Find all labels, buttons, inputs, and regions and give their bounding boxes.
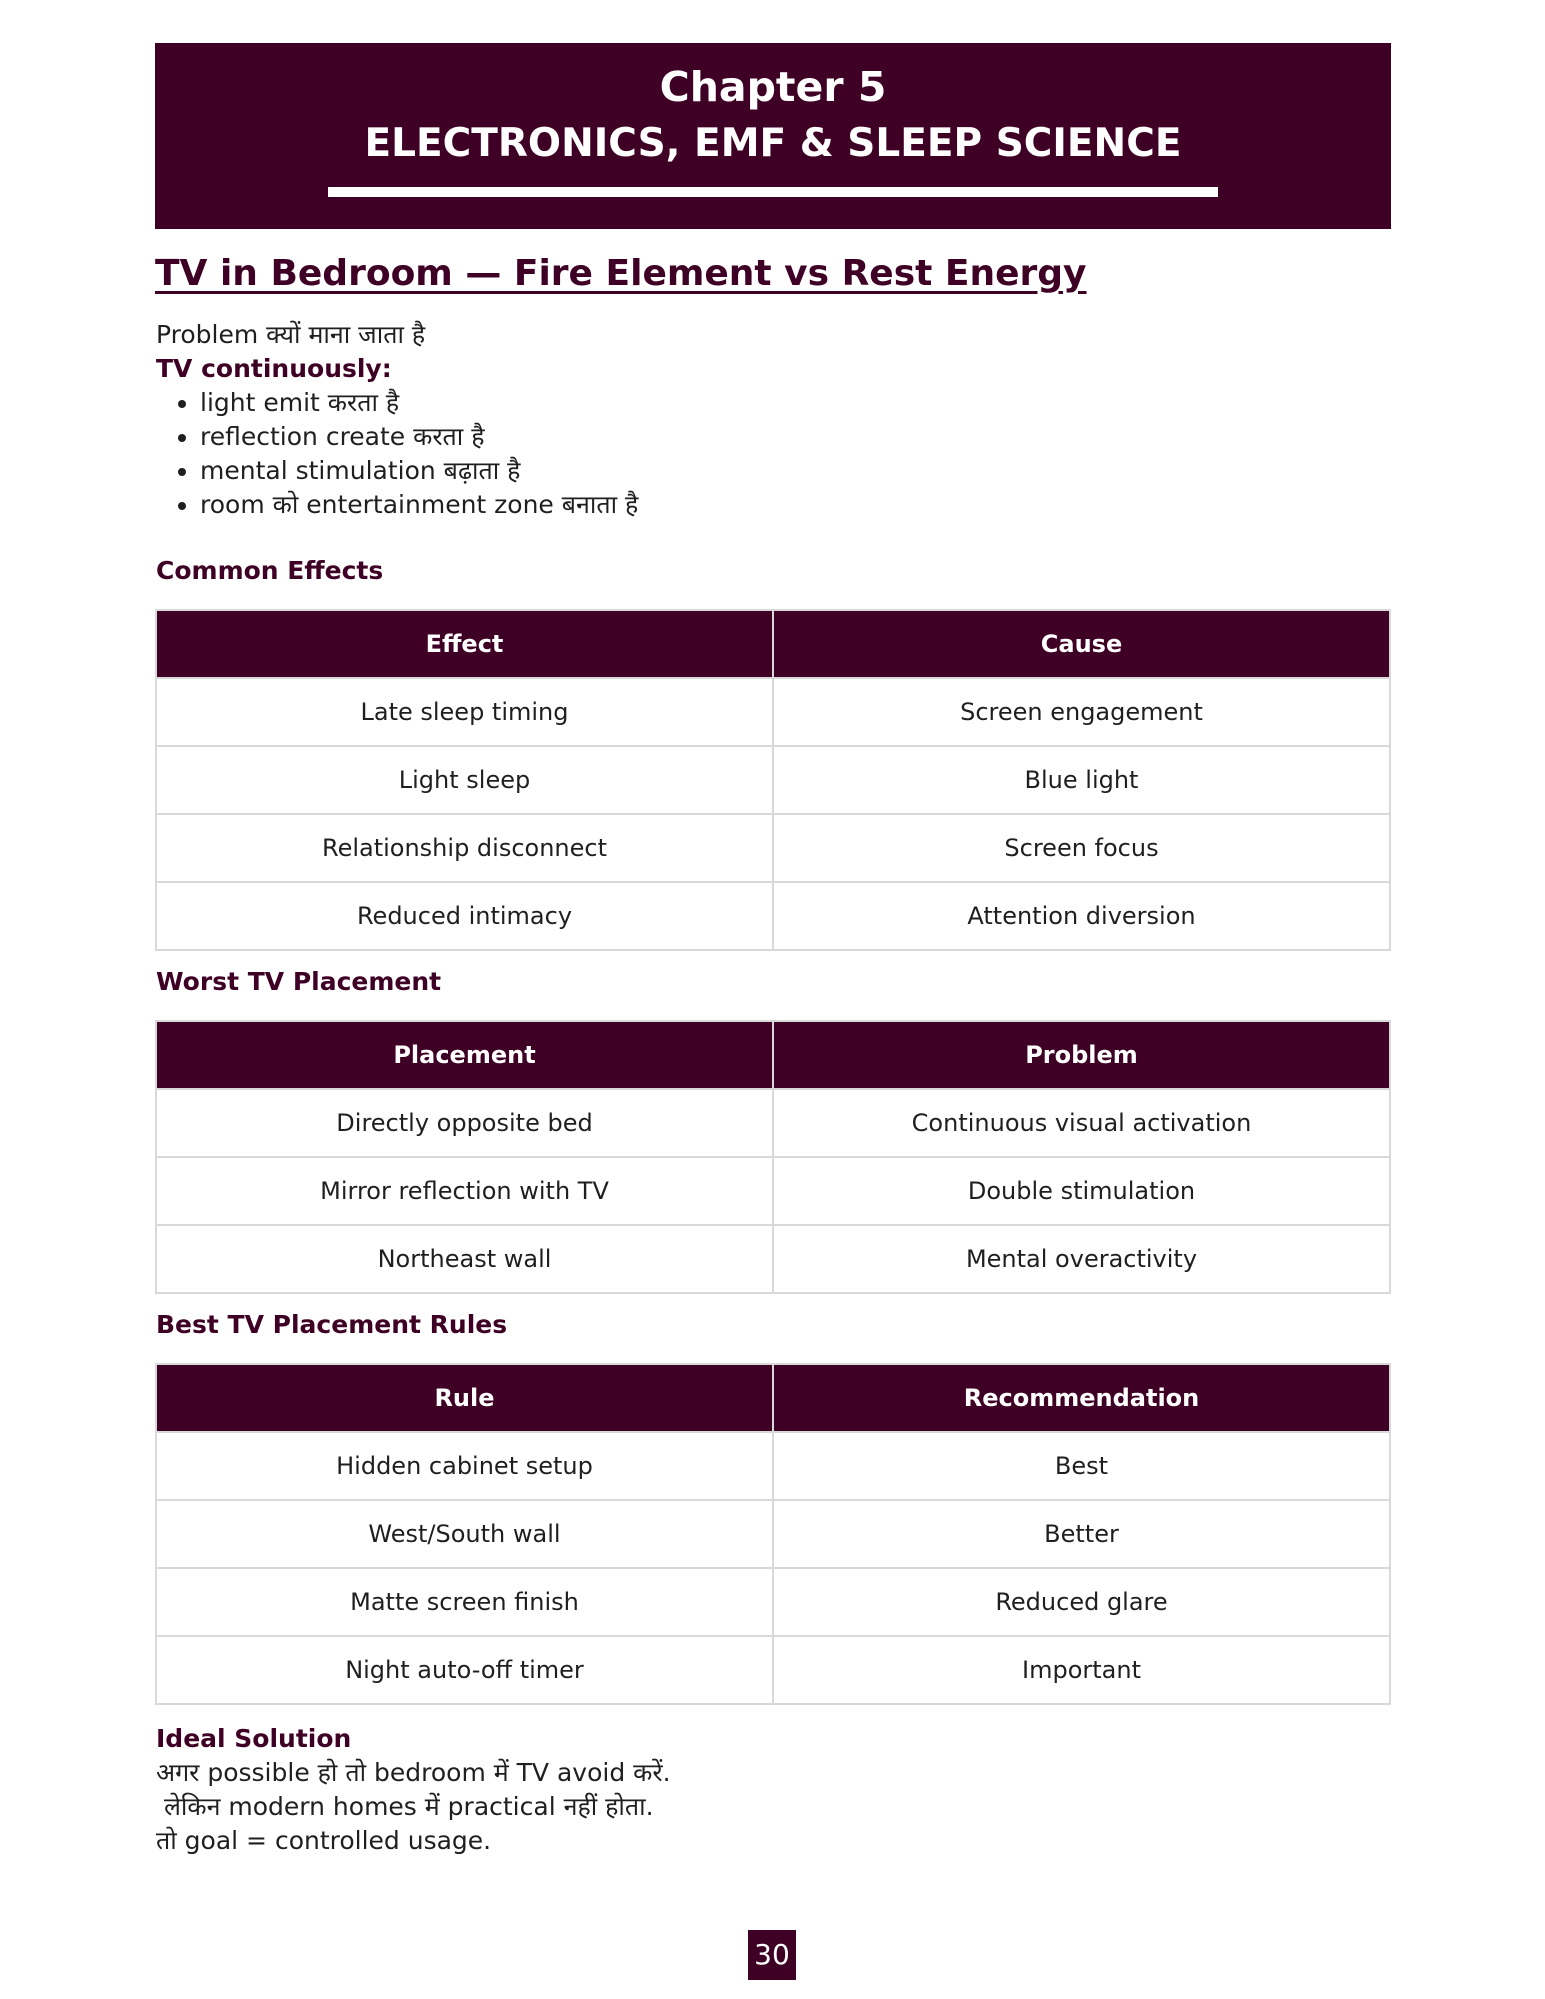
table-cell: Screen focus [773, 814, 1390, 882]
table-row [156, 678, 1390, 746]
bullet-item: • room को entertainment zone बनाता है [200, 488, 638, 522]
table-header-row [156, 610, 1390, 678]
best-rules-table [155, 1363, 1391, 1705]
column-header: Rule [156, 1364, 773, 1432]
bullet-item: • mental stimulation बढ़ाता है [200, 454, 638, 488]
table-row [156, 1636, 1390, 1704]
table-cell: Best [773, 1432, 1390, 1500]
bullet-item: • reflection create करता है [200, 420, 638, 454]
table-cell: Attention diversion [773, 882, 1390, 950]
table-cell: Matte screen finish [156, 1568, 773, 1636]
table-cell: Mirror reflection with TV [156, 1157, 773, 1225]
table-cell: Continuous visual activation [773, 1089, 1390, 1157]
column-header: Effect [156, 610, 773, 678]
table-cell: Reduced glare [773, 1568, 1390, 1636]
table-cell: Northeast wall [156, 1225, 773, 1293]
ideal-solution-block [156, 1722, 671, 1858]
column-header: Problem [773, 1021, 1390, 1089]
bullet-item: • light emit करता है [200, 386, 638, 420]
table-cell: Screen engagement [773, 678, 1390, 746]
table-cell: Light sleep [156, 746, 773, 814]
intro-bullet-list [156, 386, 638, 522]
table-row [156, 1157, 1390, 1225]
chapter-number: Chapter 5 [659, 63, 887, 111]
table-row [156, 882, 1390, 950]
chapter-banner [155, 43, 1391, 229]
column-header: Recommendation [773, 1364, 1390, 1432]
table-header-row [156, 1021, 1390, 1089]
table-cell: Directly opposite bed [156, 1089, 773, 1157]
intro-label: TV continuously: [156, 354, 392, 383]
table-cell: Better [773, 1500, 1390, 1568]
best-rules-heading: Best TV Placement Rules [156, 1310, 508, 1339]
section-title: TV in Bedroom — Fire Element vs Rest Energy [155, 253, 1087, 294]
intro-line: Problem क्यों माना जाता है [156, 320, 426, 349]
table-header-row [156, 1364, 1390, 1432]
table-cell: Late sleep timing [156, 678, 773, 746]
table-cell: Relationship disconnect [156, 814, 773, 882]
banner-divider [328, 187, 1218, 197]
common-effects-table [155, 609, 1391, 951]
table-cell: Blue light [773, 746, 1390, 814]
table-row [156, 814, 1390, 882]
ideal-solution-line: तो goal = controlled usage. [156, 1826, 492, 1855]
table-cell: Mental overactivity [773, 1225, 1390, 1293]
column-header: Placement [156, 1021, 773, 1089]
table-row [156, 1225, 1390, 1293]
ideal-solution-line: अगर possible हो तो bedroom में TV avoid करें. [156, 1758, 671, 1787]
table-row [156, 746, 1390, 814]
table-cell: Hidden cabinet setup [156, 1432, 773, 1500]
intro-block [156, 318, 638, 522]
table-cell: Double stimulation [773, 1157, 1390, 1225]
table-cell: Night auto-off timer [156, 1636, 773, 1704]
ideal-solution-line: लेकिन modern homes में practical नहीं होता. [156, 1792, 654, 1821]
common-effects-heading: Common Effects [156, 556, 384, 585]
worst-placement-heading: Worst TV Placement [156, 967, 442, 996]
table-cell: Important [773, 1636, 1390, 1704]
ideal-solution-heading: Ideal Solution [156, 1724, 352, 1753]
worst-placement-table [155, 1020, 1391, 1294]
page-number: 30 [748, 1930, 796, 1980]
table-row [156, 1568, 1390, 1636]
table-cell: West/South wall [156, 1500, 773, 1568]
table-cell: Reduced intimacy [156, 882, 773, 950]
table-row [156, 1500, 1390, 1568]
table-row [156, 1432, 1390, 1500]
chapter-title: ELECTRONICS, EMF & SLEEP SCIENCE [364, 121, 1182, 166]
table-row [156, 1089, 1390, 1157]
column-header: Cause [773, 610, 1390, 678]
